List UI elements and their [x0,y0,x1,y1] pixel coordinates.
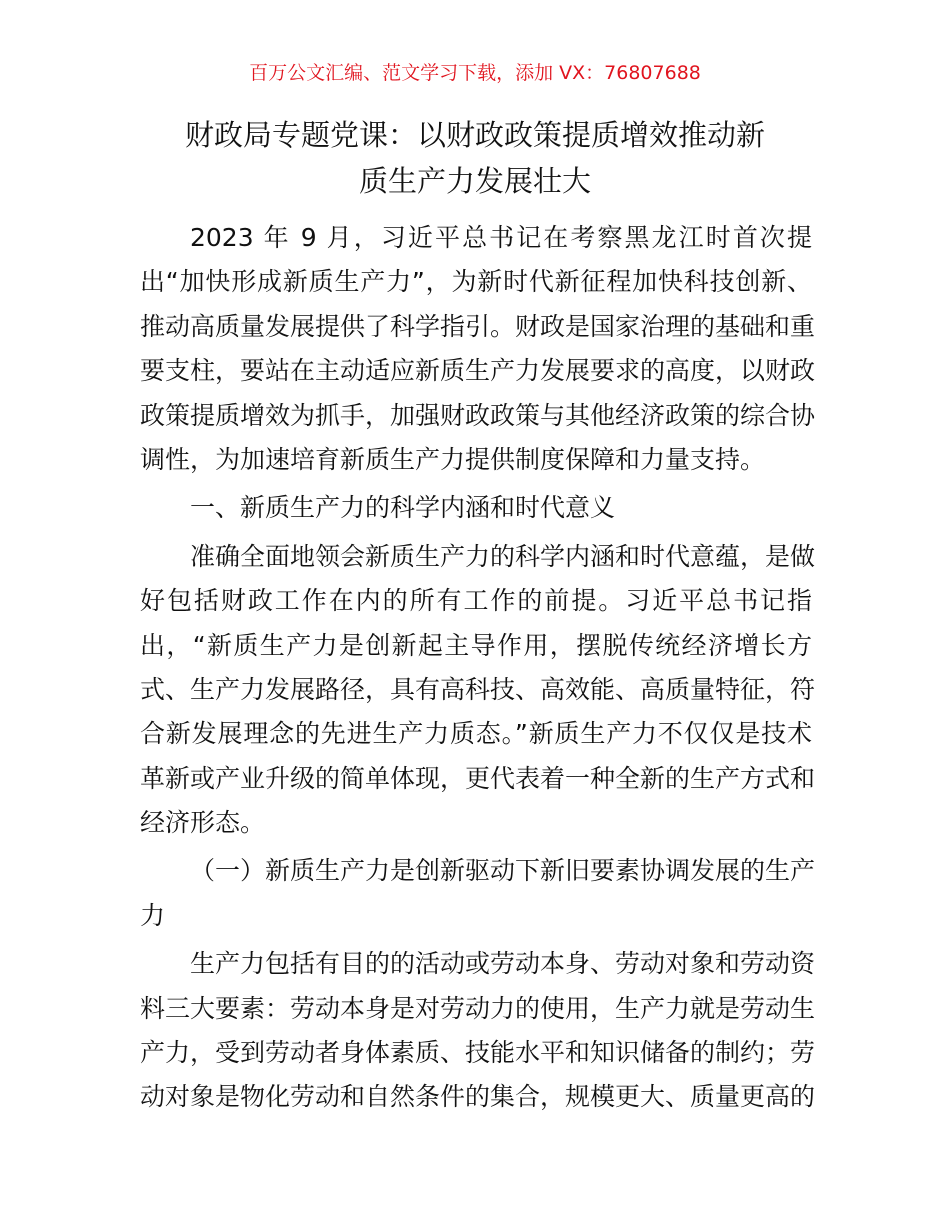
paragraph-line: 革新或产业升级的简单体现，更代表着一种全新的生产方式和 [140,763,816,793]
paragraph-line: 出“加快形成新质生产力”，为新时代新征程加快科技创新、 [140,267,812,297]
paragraph-line: 好包括财政工作在内的所有工作的前提。习近平总书记指 [140,586,812,616]
paragraph-line: 合新发展理念的先进生产力质态。”新质生产力不仅仅是技术 [140,719,812,749]
paragraph [140,486,812,530]
paragraph [140,535,816,846]
paragraph-line: 料三大要素：劳动本身是对劳动力的使用，生产力就是劳动生 [140,993,816,1023]
paragraph [140,942,816,1120]
paragraph-line: 一、新质生产力的科学内涵和时代意义 [190,493,616,523]
watermark-banner: 百万公文汇编、范文学习下载，添加 VX：76807688 [249,62,701,84]
title-line-1: 财政局专题党课：以财政政策提质增效推动新 [184,118,765,152]
paragraph-line: 推动高质量发展提供了科学指引。财政是国家治理的基础和重 [140,311,816,341]
paragraph-line: 调性，为加速培育新质生产力提供制度保障和力量支持。 [140,444,766,474]
paragraph-line: 2023 年 9 月，习近平总书记在考察黑龙江时首次提 [190,223,812,252]
paragraph-line: 生产力包括有目的的活动或劳动本身、劳动对象和劳动资 [190,949,816,979]
paragraph-line: （一）新质生产力是创新驱动下新旧要素协调发展的生产 [190,856,816,886]
document-title [120,112,830,204]
paragraph-line: 经济形态。 [140,808,266,838]
paragraph-line: 动对象是物化劳动和自然条件的集合，规模更大、质量更高的 [140,1082,816,1112]
paragraph-line: 要支柱，要站在主动适应新质生产力发展要求的高度，以财政 [140,356,816,386]
document-body [140,216,816,1124]
paragraph [140,849,816,938]
paragraph-line: 政策提质增效为抓手，加强财政政策与其他经济政策的综合协 [140,400,816,430]
paragraph-line: 准确全面地领会新质生产力的科学内涵和时代意蕴，是做 [190,541,816,571]
paragraph-line: 力 [140,900,166,930]
paragraph-line: 产力，受到劳动者身体素质、技能水平和知识储备的制约；劳 [140,1038,816,1068]
title-line-2: 质生产力发展壮大 [358,164,591,198]
paragraph-line: 式、生产力发展路径，具有高科技、高效能、高质量特征，符 [140,674,816,704]
paragraph [140,216,816,482]
paragraph-line: 出，“新质生产力是创新起主导作用，摆脱传统经济增长方 [140,630,812,660]
